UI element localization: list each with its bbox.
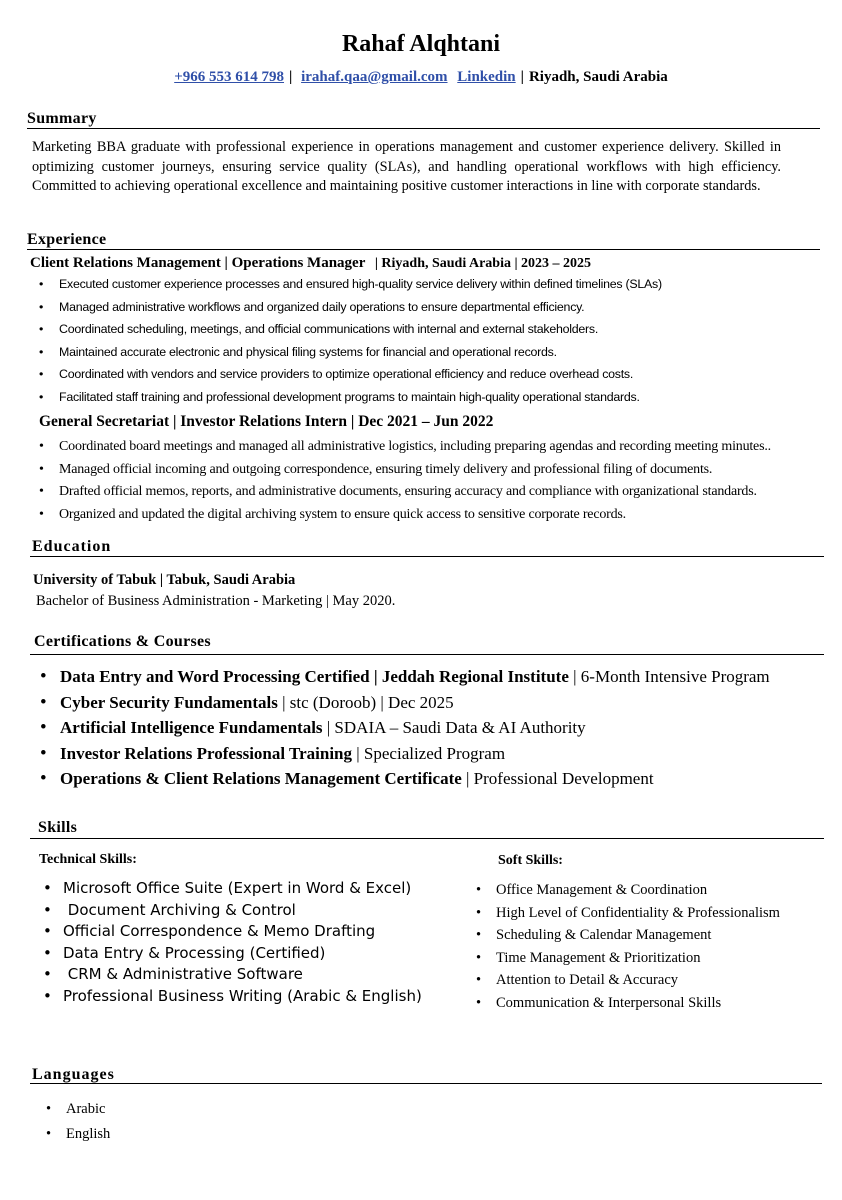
section-divider <box>27 128 820 129</box>
cert-detail: | Specialized Program <box>352 743 506 763</box>
languages-heading: Languages <box>32 1066 115 1083</box>
cert-name: Operations & Client Relations Management Certificate <box>60 769 462 788</box>
list-item: • Document Archiving & Control <box>63 900 422 922</box>
list-item: • Time Management & Prioritization <box>496 947 780 970</box>
list-item: • Attention to Detail & Accuracy <box>496 969 780 992</box>
cert-name: Data Entry and Word Processing Certified | Jeddah Regional Institute <box>60 667 569 686</box>
list-item: • Drafted official memos, reports, and administrative documents, ensuring accuracy and compliance with organizational standards. <box>59 481 771 504</box>
list-item: • Managed administrative workflows and organized daily operations to ensure departmental efficiency. <box>59 296 662 319</box>
list-item: • Organized and updated the digital archiving system to ensure quick access to sensitive corporate records. <box>59 504 771 527</box>
experience-heading: Experience <box>27 231 107 248</box>
summary-text: Marketing BBA graduate with professional experience in operations management and customer experience delivery. Skilled in optimizing customer journeys, ensuring service quality (SLAs), and handling operational workflows with high efficiency. Committed to achieving operational excellence and maintaining positive customer interactions in line with corporate standards. <box>32 139 781 194</box>
list-item <box>60 766 770 792</box>
certifications-list <box>60 664 770 792</box>
technical-skills-list <box>63 878 422 1007</box>
certifications-heading: Certifications & Courses <box>34 633 211 650</box>
section-divider <box>30 556 824 557</box>
list-item: • CRM & Administrative Software <box>63 964 422 986</box>
list-item: • Managed official incoming and outgoing correspondence, ensuring timely delivery and professional filing of documents. <box>59 459 771 482</box>
list-item <box>60 741 770 767</box>
list-item: • Maintained accurate electronic and physical filing systems for financial and operational records. <box>59 341 662 364</box>
list-item: • Coordinated with vendors and service providers to optimize operational efficiency and reduce overhead costs. <box>59 363 662 386</box>
cert-name: Investor Relations Professional Training <box>60 743 353 763</box>
soft-skills-heading: Soft Skills: <box>498 853 563 868</box>
list-item: • Data Entry & Processing (Certified) <box>63 943 422 965</box>
cert-detail: | Professional Development <box>461 769 654 788</box>
candidate-name: Rahaf Alqhtani <box>341 31 501 57</box>
cert-detail: | stc (Doroob) | Dec 2025 <box>277 692 454 712</box>
list-item: • Office Management & Coordination <box>496 879 780 902</box>
job-heading: Client Relations Management | Operations Manager <box>30 255 366 271</box>
job-meta: | Riyadh, Saudi Arabia | 2023 – 2025 <box>374 256 592 271</box>
section-divider <box>27 249 820 250</box>
job-title <box>30 254 591 273</box>
list-item <box>60 715 770 741</box>
list-item: • Communication & Interpersonal Skills <box>496 992 780 1015</box>
phone-link[interactable]: +966 553 614 798 <box>174 69 285 85</box>
section-divider <box>30 654 824 655</box>
list-item: • Coordinated scheduling, meetings, and official communications with internal and external stakeholders. <box>59 318 662 341</box>
cert-name: Cyber Security Fundamentals <box>60 692 278 712</box>
linkedin-link[interactable]: Linkedin <box>457 69 516 85</box>
list-item: • Facilitated staff training and professional development programs to maintain high-quality operational standards. <box>59 386 662 409</box>
skills-heading: Skills <box>38 819 78 836</box>
job-title: General Secretariat | Investor Relations Intern | Dec 2021 – Jun 2022 <box>39 413 494 430</box>
languages-list <box>66 1097 110 1147</box>
job-bullet-list <box>59 273 662 408</box>
school-name: University of Tabuk | Tabuk, Saudi Arabia <box>33 572 296 588</box>
section-divider <box>30 1083 822 1084</box>
section-divider <box>30 838 824 839</box>
contact-separator: | <box>289 69 293 85</box>
list-item: • Executed customer experience processes and ensured high-quality service delivery within defined timelines (SLAs) <box>59 273 662 296</box>
cert-name: Artificial Intelligence Fundamentals <box>60 718 323 737</box>
list-item: • Scheduling & Calendar Management <box>496 924 780 947</box>
email-link[interactable]: irahaf.qaa@gmail.com <box>301 69 448 85</box>
job-bullet-list <box>59 436 771 526</box>
list-item: • English <box>66 1122 110 1147</box>
list-item <box>60 690 770 716</box>
list-item <box>60 664 770 690</box>
cert-detail: | SDAIA – Saudi Data & AI Authority <box>322 718 586 737</box>
cert-detail: | 6-Month Intensive Program <box>568 667 770 686</box>
summary-heading: Summary <box>27 110 97 127</box>
list-item: • High Level of Confidentiality & Professionalism <box>496 902 780 925</box>
soft-skills-list <box>496 879 780 1014</box>
list-item: • Arabic <box>66 1097 110 1122</box>
location-text: Riyadh, Saudi Arabia <box>528 69 668 85</box>
contact-separator: | <box>520 69 524 85</box>
list-item: • Coordinated board meetings and managed all administrative logistics, including preparing agendas and recording meeting minutes.. <box>59 436 771 459</box>
list-item: • Professional Business Writing (Arabic & English) <box>63 986 422 1008</box>
technical-skills-heading: Technical Skills: <box>39 852 137 867</box>
list-item: • Official Correspondence & Memo Drafting <box>63 921 422 943</box>
contact-line <box>0 67 842 87</box>
education-heading: Education <box>32 538 112 555</box>
degree-text: Bachelor of Business Administration - Marketing | May 2020. <box>36 593 396 609</box>
list-item: • Microsoft Office Suite (Expert in Word & Excel) <box>63 878 422 900</box>
